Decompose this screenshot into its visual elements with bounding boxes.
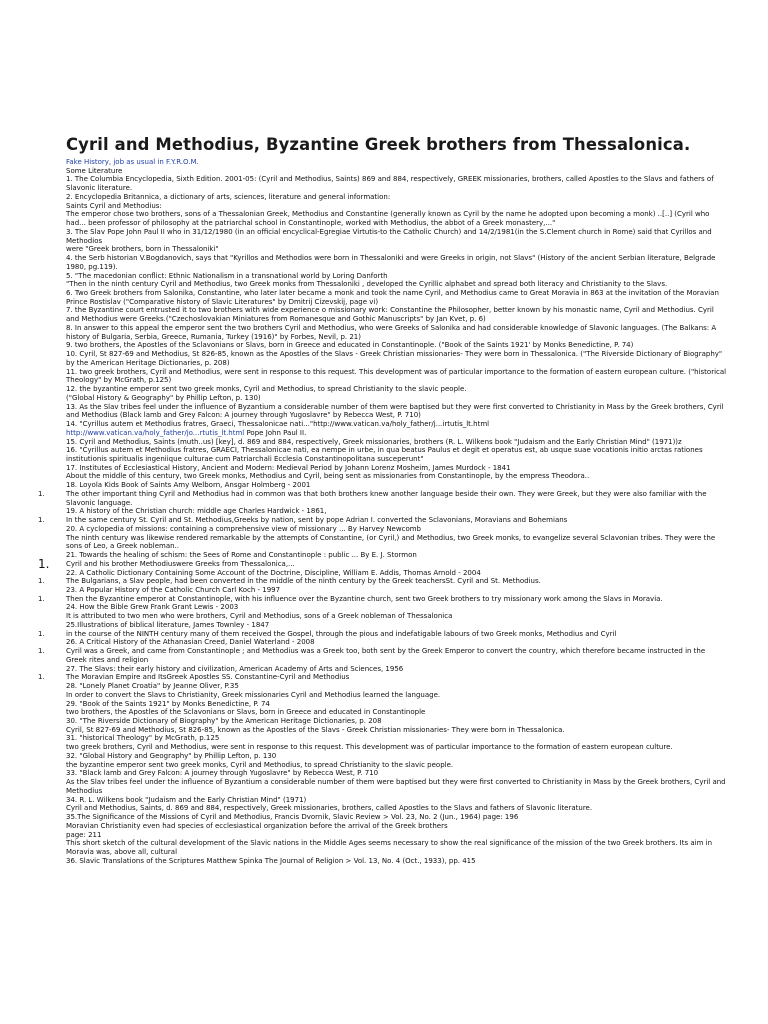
line-text: 31. "historical Theology" by McGrath, p.125: [66, 734, 220, 743]
list-marker: 1.: [38, 594, 45, 603]
text-line: [66, 245, 728, 254]
text-line: [66, 420, 728, 429]
document-body: [38, 158, 728, 865]
line-text: 26. A Critical History of the Athanasian Creed, Daniel Waterland - 2008: [66, 638, 315, 647]
line-text: In order to convert the Slavs to Christianity, Greek missionaries Cyril and Methodius learned the language.: [66, 690, 441, 699]
list-marker: 1.: [38, 489, 45, 498]
line-text: About the middle of this century, two Greek monks, Methodius and Cyril, being sent as missionaries from Constantinople, by the empress Theodora..: [66, 472, 590, 481]
line-text: 35.The Significance of the Missions of Cyril and Methodius, Francis Dvornik, Slavic Review > Vol. 23, No. 2 (Jun., 1964) page: 196: [66, 813, 519, 822]
list-marker: 1.: [38, 516, 45, 525]
line-text: 36. Slavic Translations of the Scriptures Matthew Spinka The Journal of Religion > Vol. 13, No. 4 (Oct., 1933), pp. 415: [66, 856, 476, 865]
text-line: [66, 385, 728, 394]
text-line: [66, 726, 728, 735]
text-line: [66, 394, 728, 403]
line-text: 24. How the Bible Grew Frank Grant Lewis - 2003: [66, 603, 239, 612]
text-line: [66, 193, 728, 202]
text-line: [66, 612, 728, 621]
line-text: 34. R. L. Wilkens book "Judaism and the Early Christian Mind" (1971): [66, 795, 307, 804]
quote-line: [38, 489, 728, 507]
text-line: [66, 228, 728, 245]
text-line: [66, 796, 728, 805]
text-line: [66, 368, 728, 385]
text-line: [66, 280, 728, 289]
text-line: [66, 167, 728, 176]
text-line: [66, 507, 728, 516]
line-tail: Pope John Paul II.: [244, 428, 307, 437]
text-line: [66, 822, 728, 831]
line-text: page: 211: [66, 830, 102, 839]
line-text: 17. Institutes of Ecclesiastical History, Ancient and Modern: Medieval Period by Johann Lorenz Mosheim, James Murdock - 1841: [66, 463, 511, 472]
line-text: 20. A cyclopedia of missions: containing a comprehensive view of missionary ... By Harvey Newcomb: [66, 524, 421, 533]
text-line: [66, 708, 728, 717]
line-text: 14. "Cyrillus autem et Methodius fratres, Graeci, Thessalonicae nati..."http://www.vatican.va/holy_father/j...irtutis_lt.html: [66, 420, 490, 429]
text-line: [66, 272, 728, 281]
line-text: the byzantine emperor sent two greek monks, Cyril and Methodius, to spread Christianity to the slavic people.: [66, 760, 454, 769]
text-line: [66, 324, 728, 341]
text-line: [66, 446, 728, 463]
line-text: 28. "Lonely Planet Croatia" by Jeanne Oliver, P.35: [66, 682, 239, 691]
text-line: [66, 831, 728, 840]
quote-line: [38, 673, 728, 682]
document-page: [38, 135, 728, 865]
line-text: 23. A Popular History of the Catholic Church Carl Koch - 1997: [66, 585, 281, 594]
line-text: 22. A Catholic Dictionary Containing Some Account of the Doctrine, Discipline, William E. Addis, Thomas Arnold - 2004: [66, 568, 481, 577]
text-line: [66, 403, 728, 420]
line-text: Cyril and his brother Methodiuswere Greeks from Thessalonica,...: [66, 559, 295, 568]
line-text: The other important thing Cyril and Methodius had in common was that both brothers knew another language beside their own. They were Greek, but they were also familiar with the Slavonic language.: [66, 489, 707, 507]
quote-line: [38, 629, 728, 639]
list-marker: 1.: [38, 577, 45, 586]
text-line: [66, 569, 728, 578]
line-text: This short sketch of the cultural development of the Slavic nations in the Middle Ages seems necessary to show the real significance of the mission of the two Greek brothers. Its aim in Moravia was, above all, cultural: [66, 839, 713, 857]
link[interactable]: Fake History, job as usual in F.Y.R.O.M.: [66, 158, 199, 166]
text-line: [66, 481, 728, 490]
line-text: 6. Two Greek brothers from Salonika, Constantine, who later later became a monk and took the name Cyril, and Methodius came to Great Moravia in 863 at the invitation of the Moravian Prince Rostislav ("Comparative history of Slavic Literatures" by Dmitrij Cizevskij, page vi): [66, 289, 719, 306]
text-line: [66, 603, 728, 612]
text-line: [66, 306, 728, 323]
quote-line: [38, 594, 728, 604]
list-marker: 1.: [38, 647, 45, 656]
line-text: As the Slav tribes feel under the influence of Byzantium a considerable number of them were baptised but they were first converted to Christianity in Mass by the Greek brothers, Cyril and Methodius: [66, 778, 726, 795]
quote-line: [38, 647, 728, 664]
line-text: two greek brothers, Cyril and Methodius, were sent in response to this request. This development was of particular importance to the formation of eastern european culture.: [66, 743, 673, 752]
line-text: Cyril, St 827-69 and Methodius, St 826-85, known as the Apostles of the Slavs - Greek Christian missionaries- They were born in Thessalonica.: [66, 725, 565, 734]
text-line: [66, 438, 728, 447]
line-text: The Moravian Empire and ItsGreek Apostles SS. Constantine-Cyril and Methodius: [66, 673, 350, 682]
line-text: Saints Cyril and Methodius:: [66, 201, 162, 210]
line-text: Cyril and Methodius, Saints, d. 869 and 884, respectively, Greek missionaries, brothers, called Apostles to the Slavs and fathers of Slavonic literature.: [66, 804, 593, 813]
line-text: 10. Cyril, St 827-69 and Methodius, St 826-85, known as the Apostles of the Slavs - Greek Christian missionaries- They were born in Thessalonica. ("The Riverside Dictionary of Biography" by the American Heritage Dictionaries, p. 208): [66, 350, 723, 367]
list-marker: 1.: [38, 673, 45, 682]
text-line: [66, 752, 728, 761]
line-text: 21. Towards the healing of schism: the Sees of Rome and Constantinople : public ... By E. J. Stormon: [66, 551, 417, 560]
line-text: 5. "The macedonian conflict: Ethnic Nationalism in a transnational world by Loring Danforth: [66, 271, 388, 280]
quote-line: [66, 534, 728, 551]
text-line: [66, 857, 728, 866]
line-text: 7. the Byzantine court entrusted it to two brothers with wide experience o missionary work: Constantine the Philosopher, better known by his monastic name, Cyril and Methodius. Cyril and Methodius were Greeks.("Czechoslovakian Miniatures from Romanesque and Gothic Manuscripts" by Jan Kvet, p. 6): [66, 306, 714, 324]
line-text: 30. "The Riverside Dictionary of Biography" by the American Heritage Dictionaries, p. 208: [66, 717, 382, 725]
text-line: [66, 761, 728, 770]
line-text: 19. A history of the Christian church: middle age Charles Hardwick - 1861,: [66, 507, 327, 516]
line-text: The Bulgarians, a Slav people, had been converted in the middle of the ninth century by the Greek teachersSt. Cyril and St. Methodius.: [66, 577, 541, 586]
text-line: [66, 665, 728, 674]
quote-line: [38, 556, 728, 571]
line-text: two brothers, the Apostles of the Sclavonians or Slavs, born in Greece and educated in Constantinople: [66, 708, 426, 717]
list-marker: 1.: [38, 556, 50, 571]
line-text: "Then in the ninth century Cyril and Methodius, two Greek monks from Thessaloniki , developed the Cyrillic alphabet and spread both literacy and Christianity to the Slavs.: [66, 280, 668, 289]
text-line: [66, 743, 728, 752]
line-text: 27. The Slavs: their early history and civilization, American Academy of Arts and Sciences, 1956: [66, 664, 404, 673]
list-marker: 1.: [38, 629, 45, 638]
line-text: 32. "Global History and Geography" by Phillip Lefton, p. 130: [66, 751, 277, 760]
text-line: [66, 202, 728, 211]
text-line: [66, 350, 728, 367]
text-line: [66, 839, 728, 856]
line-text: 2. Encyclopedia Britannica, a dictionary of arts, sciences, literature and general information:: [66, 192, 391, 201]
line-text: It is attributed to two men who were brothers, Cyril and Methodius, sons of a Greek nobleman of Thessalonica: [66, 612, 453, 621]
text-line: [66, 813, 728, 822]
text-line: [66, 525, 728, 534]
line-text: 33. "Black lamb and Grey Falcon: A journey through Yugoslavre" by Rebecca West, P. 710: [66, 769, 379, 778]
text-line: [66, 464, 728, 473]
text-line: [66, 472, 728, 481]
line-text: in the course of the NINTH century many of them received the Gospel, through the pious and indefatigable labours of two Greek monks, Methodius and Cyril: [66, 629, 617, 638]
text-line: [66, 429, 728, 438]
document-title: Cyril and Methodius, Byzantine Greek brothers from Thessalonica.: [66, 135, 691, 154]
text-line: [66, 804, 728, 813]
line-text: Moravian Christianity even had species of ecclesiastical organization before the arrival of the Greek brothers: [66, 821, 448, 830]
line-text: 15. Cyril and Methodius, Saints (muth..us) [key], d. 869 and 884, respectively, Greek missionaries, brothers (R. L. Wilkens book "Judaism and the Early Christian Mind" (1971))z: [66, 437, 682, 446]
text-line: [66, 700, 728, 709]
line-text: The emperor chose two brothers, sons of a Thessalonian Greek, Methodius and Constantine (generally known as Cyril by the name he adopted upon becoming a monk) ..[..] (Cyril who had... been professor of philosophy at the patriarchal school in Constantinople, worked with Methodius, the abbot of a Greek monastery,...": [66, 210, 710, 228]
text-line: [66, 621, 728, 630]
line-text: 3. The Slav Pope John Paul II who in 31/12/1980 (in an official encyclical-Egregiae Virtutis-to the Catholic Church) and 14/2/1981(in the S.Clement church in Rome) said that Cyrillos and Methodios: [66, 227, 712, 245]
text-line: [66, 717, 728, 726]
line-text: 16. "Cyrillus autem et Methodius fratres, GRAECI, Thessalonicae nati, ea nempe in urbe, in qua beatus Paulus et degit et operatus est, ab usque suae vocationis initio arctas rationes institutionis spiritualis ingeniique culturae cum Patriarchali Ecclesia Constantinopolitana susceperunt": [66, 446, 703, 463]
line-text: were "Greek brothers, born in Thessaloniki": [66, 245, 219, 254]
text-line: [66, 341, 728, 350]
text-line: [66, 734, 728, 743]
line-text: 13. As the Slav tribes feel under the influence of Byzantium a considerable number of them were baptised but they were first converted to Christianity in Mass by the Greek brothers, Cyril and Methodius (Black lamb and Grey Falcon: A journey through Yugoslavre" by Rebecca West, P. 710): [66, 402, 724, 420]
line-text: 18. Loyola Kids Book of Saints Amy Welborn, Ansgar Holmberg - 2001: [66, 481, 311, 490]
text-line: [66, 691, 728, 700]
line-text: 11. two greek brothers, Cyril and Methodius, were sent in response to this request. This development was of particular importance to the formation of eastern european culture. ("historical Theology" by McGrath, p.125): [66, 367, 727, 385]
text-line: [66, 586, 728, 595]
line-text: 1. The Columbia Encyclopedia, Sixth Edition. 2001-05: (Cyril and Methodius, Saints) 869 and 884, respectively, GREEK missionaries, brothers, called Apostles to the Slavs and fathers of Slavonic literature.: [66, 175, 714, 193]
line-text: 8. In answer to this appeal the emperor sent the two brothers Cyril and Methodius, who were Greeks of Salonika and had considerable knowledge of Slavonic languages. (The Balkans: A history of Bulgaria, Serbia, Greece, Rumania, Turkey (1916)" by Forbes, Nevil, p. 21): [66, 323, 717, 341]
text-line: [66, 769, 728, 778]
line-text: Cyril was a Greek, and came from Constantinople ; and Methodius was a Greek too, both sent by the Greek Emperor to convert the country, which therefore became instructed in the Greek rites and religion: [66, 647, 706, 664]
line-text: 9. two brothers, the Apostles of the Sclavonians or Slavs, born in Greece and educated in Constantinople. ("Book of the Saints 1921' by Monks Benedictine, P. 74): [66, 341, 634, 350]
text-line: [66, 158, 728, 167]
line-text: The ninth century was likewise rendered remarkable by the attempts of Constantine, (or Cyril,) and Methodius, two Greek monks, to evangelize several Sclavonian tribes. They were the sons of Leo, a Greek nobleman..: [66, 533, 716, 551]
line-text: 29. "Book of the Saints 1921" by Monks Benedictine, P. 74: [66, 699, 270, 708]
quote-line: [38, 577, 728, 586]
text-line: [66, 682, 728, 691]
line-text: Some Literature: [66, 166, 123, 175]
line-text: 4. the Serb historian V.Bogdanovich, says that "Kyrillos and Methodios were born in Thessaloniki and were Greeks in origin, not Slavs" (History of the ancient Serbian literature, Belgrade 1980, pg.119).: [66, 254, 716, 271]
text-line: [66, 289, 728, 306]
line-text: Then the Byzantine emperor at Constantinople, with his influence over the Byzantine church, sent two Greek brothers to try missionary work among the Slavs in Moravia.: [66, 594, 663, 603]
text-line: [66, 254, 728, 271]
text-line: [66, 638, 728, 647]
line-text: 25.Illustrations of biblical literature, James Townley - 1847: [66, 620, 270, 629]
line-text: In the same century St. Cyril and St. Methodius,Greeks by nation, sent by pope Adrian I. converted the Sclavonians, Moravians and Bohemians: [66, 516, 568, 525]
text-line: [66, 175, 728, 192]
text-line: [66, 210, 728, 227]
text-line: [66, 551, 728, 560]
line-text: ("Global History & Geography" by Phillip Lefton, p. 130): [66, 393, 261, 402]
line-text: 12. the byzantine emperor sent two greek monks, Cyril and Methodius, to spread Christianity to the slavic people.: [66, 385, 467, 394]
quote-line: [38, 516, 728, 525]
link[interactable]: http://www.vatican.va/holy_father/jo...rtutis_lt.html: [66, 428, 245, 437]
text-line: [66, 778, 728, 795]
